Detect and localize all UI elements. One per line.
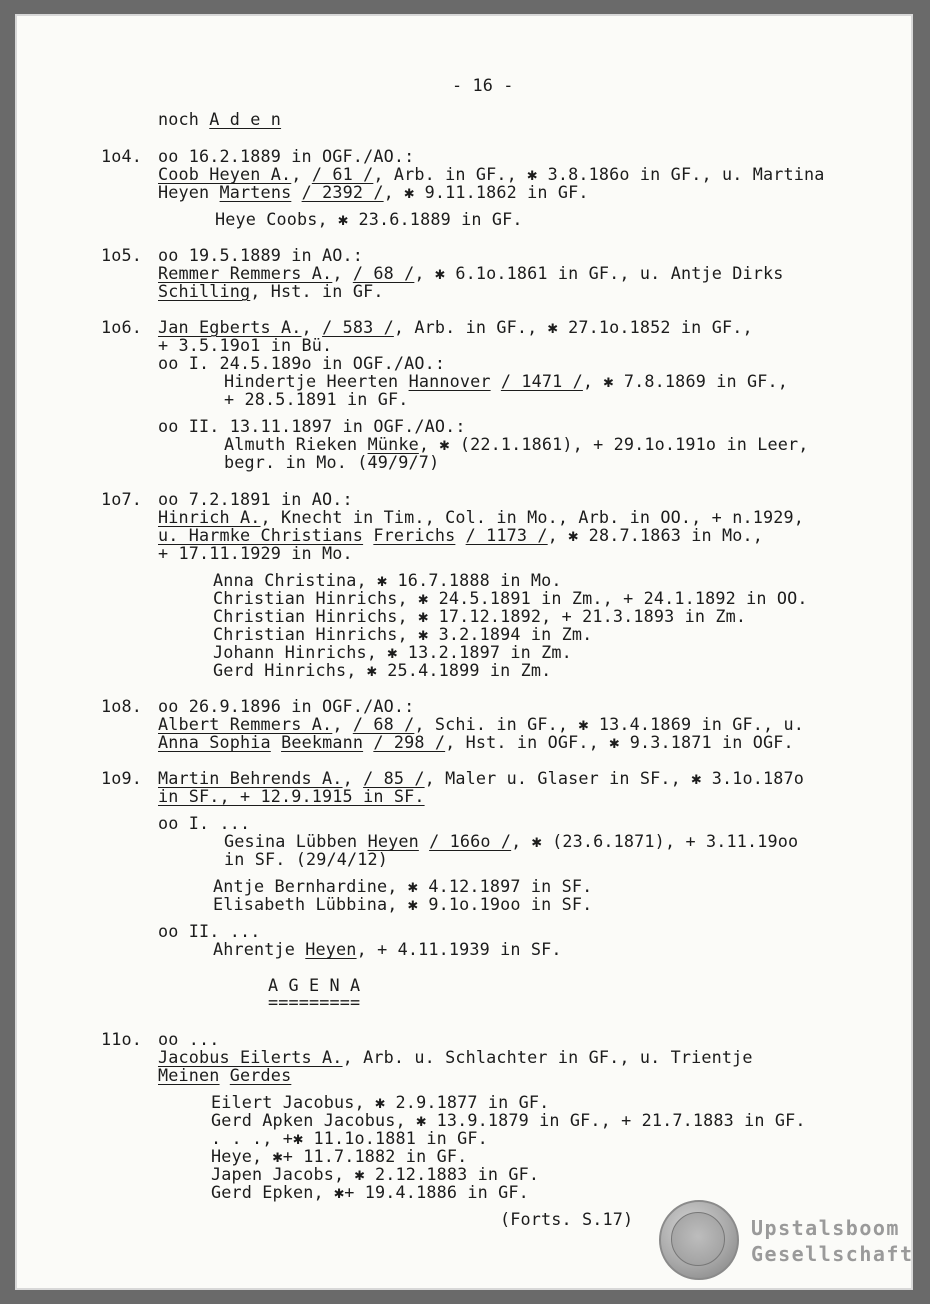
marriage-line: oo 19.5.1889 in AO.: — [158, 245, 364, 265]
wife-surname: Martens — [219, 182, 292, 202]
wife-line — [213, 940, 562, 958]
marriage-line: oo ... — [158, 1029, 220, 1049]
entry-number: 1o5. — [101, 245, 143, 265]
marriage-line: oo 26.9.1896 in OGF./AO.: — [158, 696, 415, 716]
wife-line — [158, 733, 794, 751]
husband-line — [158, 1048, 753, 1066]
entry-number: 1o6. — [101, 317, 143, 337]
wife-ref: / 1173 / — [465, 525, 548, 545]
wife-line — [158, 183, 589, 201]
person-line: Jan Egberts A., / 583 /, Arb. in GF., ✱ 27.1o.1852 in GF., — [158, 317, 753, 337]
wife-line — [224, 372, 788, 390]
wife-death: + 17.11.1929 in Mo. — [158, 543, 353, 563]
wife-ref: / 298 / — [373, 732, 446, 752]
husband-line: Coob Heyen A., / 61 /, Arb. in GF., ✱ 3.8.186o in GF., u. Martina — [158, 164, 825, 184]
person-ref: / 583 / — [322, 317, 394, 337]
husband-name: Remmer Remmers A. — [158, 263, 333, 283]
wife-first-name: Anna Sophia — [158, 732, 271, 752]
child-line: Heye, ✱+ 11.7.1882 in GF. — [211, 1146, 468, 1166]
wife-info: , Hst. in OGF., ✱ 9.3.1871 in OGF. — [445, 732, 794, 752]
child-line: Christian Hinrichs, ✱ 24.5.1891 in Zm., + 24.1.1892 in OO. — [213, 588, 808, 608]
wife-first-name: Heyen — [158, 182, 210, 202]
husband-info: , Arb. in GF., ✱ 3.8.186o in GF., u. Martina — [373, 164, 825, 184]
child-line: Elisabeth Lübbina, ✱ 9.1o.19oo in SF. — [213, 894, 593, 914]
heading-surname: A d e n — [209, 109, 282, 129]
child-line: . . ., +✱ 11.1o.1881 in GF. — [211, 1128, 488, 1148]
husband-name: Hinrich A. — [158, 507, 261, 527]
section-title: A G E N A — [268, 975, 361, 995]
wife-surname: Münke — [367, 434, 419, 454]
child-line: Eilert Jacobus, ✱ 2.9.1877 in GF. — [211, 1092, 550, 1112]
husband-ref: / 68 / — [352, 714, 415, 734]
person-death: + 3.5.19o1 in Bü. — [158, 335, 333, 355]
continuation-note: (Forts. S.17) — [500, 1209, 634, 1229]
wife-line — [158, 526, 763, 544]
husband-name: Coob Heyen A. — [158, 164, 292, 184]
wife-place: in SF. (29/4/12) — [224, 849, 389, 869]
wife-ref: / 1471 / — [500, 371, 583, 391]
person-info: , Arb. in GF., ✱ 27.1o.1852 in GF., — [393, 317, 753, 337]
section-rule: ========= — [268, 992, 361, 1012]
child-line: Gerd Epken, ✱+ 19.4.1886 in GF. — [211, 1182, 529, 1202]
person-ref: / 85 / — [363, 768, 425, 788]
wife-death: + 28.5.1891 in GF. — [224, 389, 409, 409]
person-info: , Maler u. Glaser in SF., ✱ 3.1o.187o — [424, 768, 804, 788]
husband-info: , Arb. u. Schlachter in GF., u. Trientje — [342, 1047, 753, 1067]
person-name: Jan Egberts A. — [158, 317, 302, 337]
burial-line: begr. in Mo. (49/9/7) — [224, 452, 440, 472]
marriage-line: oo I. 24.5.189o in OGF./AO.: — [158, 353, 446, 373]
society-logo — [659, 1200, 913, 1280]
wife-surname: Beekmann — [281, 732, 364, 752]
wife-info: , Hst. in GF. — [250, 281, 384, 301]
husband-name: Albert Remmers A. — [158, 714, 333, 734]
wife-first-name: Almuth Rieken — [224, 434, 358, 454]
child-line: Japen Jacobs, ✱ 2.12.1883 in GF. — [211, 1164, 540, 1184]
child-line: Christian Hinrichs, ✱ 3.2.1894 in Zm. — [213, 624, 593, 644]
logo-line-2: Gesellschaft — [751, 1242, 913, 1266]
seal-icon — [659, 1200, 739, 1280]
marriage-line: oo II. 13.11.1897 in OGF./AO.: — [158, 416, 466, 436]
wife-surname: Frerichs — [373, 525, 456, 545]
husband-info: , Knecht in Tim., Col. in Mo., Arb. in OO., + n.1929, — [260, 507, 804, 527]
wife-info: , ✱ 7.8.1869 in GF., — [582, 371, 788, 391]
wife-first-name: Gesina Lübben — [224, 831, 358, 851]
entry-number: 11o. — [101, 1029, 143, 1049]
marriage-line: oo 16.2.1889 in OGF./AO.: — [158, 146, 415, 166]
marriage-line: oo I. ... — [158, 813, 251, 833]
child-line: Anna Christina, ✱ 16.7.1888 in Mo. — [213, 570, 562, 590]
wife-line — [224, 435, 808, 453]
wife-surname: Schilling — [158, 281, 251, 301]
wife-line — [158, 1066, 291, 1084]
wife-ref: / 2392 / — [301, 182, 384, 202]
wife-info: , ✱ 28.7.1863 in Mo., — [547, 525, 763, 545]
wife-first-name: Hindertje Heerten — [224, 371, 399, 391]
logo-line-1: Upstalsboom — [751, 1216, 900, 1240]
person-line: Martin Behrends A., / 85 /, Maler u. Glaser in SF., ✱ 3.1o.187o — [158, 768, 804, 788]
person-name: Martin Behrends A. — [158, 768, 343, 788]
husband-ref: / 68 / — [352, 263, 415, 283]
heading-prefix: noch — [158, 109, 200, 129]
wife-surname: Gerdes — [229, 1065, 292, 1085]
wife-first-name: Meinen — [158, 1065, 220, 1085]
wife-info: , + 4.11.1939 in SF. — [356, 939, 562, 959]
entry-number: 1o8. — [101, 696, 143, 716]
husband-info: , Schi. in GF., ✱ 13.4.1869 in GF., u. — [414, 714, 804, 734]
child-line: Gerd Apken Jacobus, ✱ 13.9.1879 in GF., + 21.7.1883 in GF. — [211, 1110, 806, 1130]
child-line: Christian Hinrichs, ✱ 17.12.1892, + 21.3.1893 in Zm. — [213, 606, 747, 626]
continuation-heading — [158, 110, 281, 128]
wife-line — [158, 282, 384, 300]
child-line: Johann Hinrichs, ✱ 13.2.1897 in Zm. — [213, 642, 572, 662]
husband-name: Jacobus Eilerts A. — [158, 1047, 343, 1067]
wife-surname: Hannover — [408, 371, 491, 391]
child-line: Heye Coobs, ✱ 23.6.1889 in GF. — [215, 209, 523, 229]
wife-line — [224, 832, 798, 850]
person-death: in SF., + 12.9.1915 in SF. — [158, 786, 425, 806]
wife-ref: / 166o / — [429, 831, 512, 851]
entry-number: 1o4. — [101, 146, 143, 166]
child-line: Gerd Hinrichs, ✱ 25.4.1899 in Zm. — [213, 660, 552, 680]
wife-info: , ✱ (23.6.1871), + 3.11.19oo — [511, 831, 799, 851]
wife-first-name: u. Harmke Christians — [158, 525, 364, 545]
marriage-line: oo 7.2.1891 in AO.: — [158, 489, 353, 509]
husband-line — [158, 508, 804, 526]
wife-info: , ✱ (22.1.1861), + 29.1o.191o in Leer, — [418, 434, 809, 454]
wife-first-name: Ahrentje — [213, 939, 296, 959]
husband-line: Remmer Remmers A., / 68 /, ✱ 6.1o.1861 in GF., u. Antje Dirks — [158, 263, 784, 283]
document-page — [15, 14, 913, 1290]
wife-surname: Heyen — [305, 939, 357, 959]
wife-info: , ✱ 9.11.1862 in GF. — [383, 182, 589, 202]
child-line: Antje Bernhardine, ✱ 4.12.1897 in SF. — [213, 876, 593, 896]
husband-info: , ✱ 6.1o.1861 in GF., u. Antje Dirks — [414, 263, 784, 283]
page-number: - 16 - — [452, 75, 514, 95]
husband-ref: / 61 / — [311, 164, 374, 184]
wife-surname: Heyen — [367, 831, 419, 851]
entry-number: 1o9. — [101, 768, 143, 788]
marriage-line: oo II. ... — [158, 921, 261, 941]
husband-line: Albert Remmers A., / 68 /, Schi. in GF., ✱ 13.4.1869 in GF., u. — [158, 714, 804, 734]
entry-number: 1o7. — [101, 489, 143, 509]
